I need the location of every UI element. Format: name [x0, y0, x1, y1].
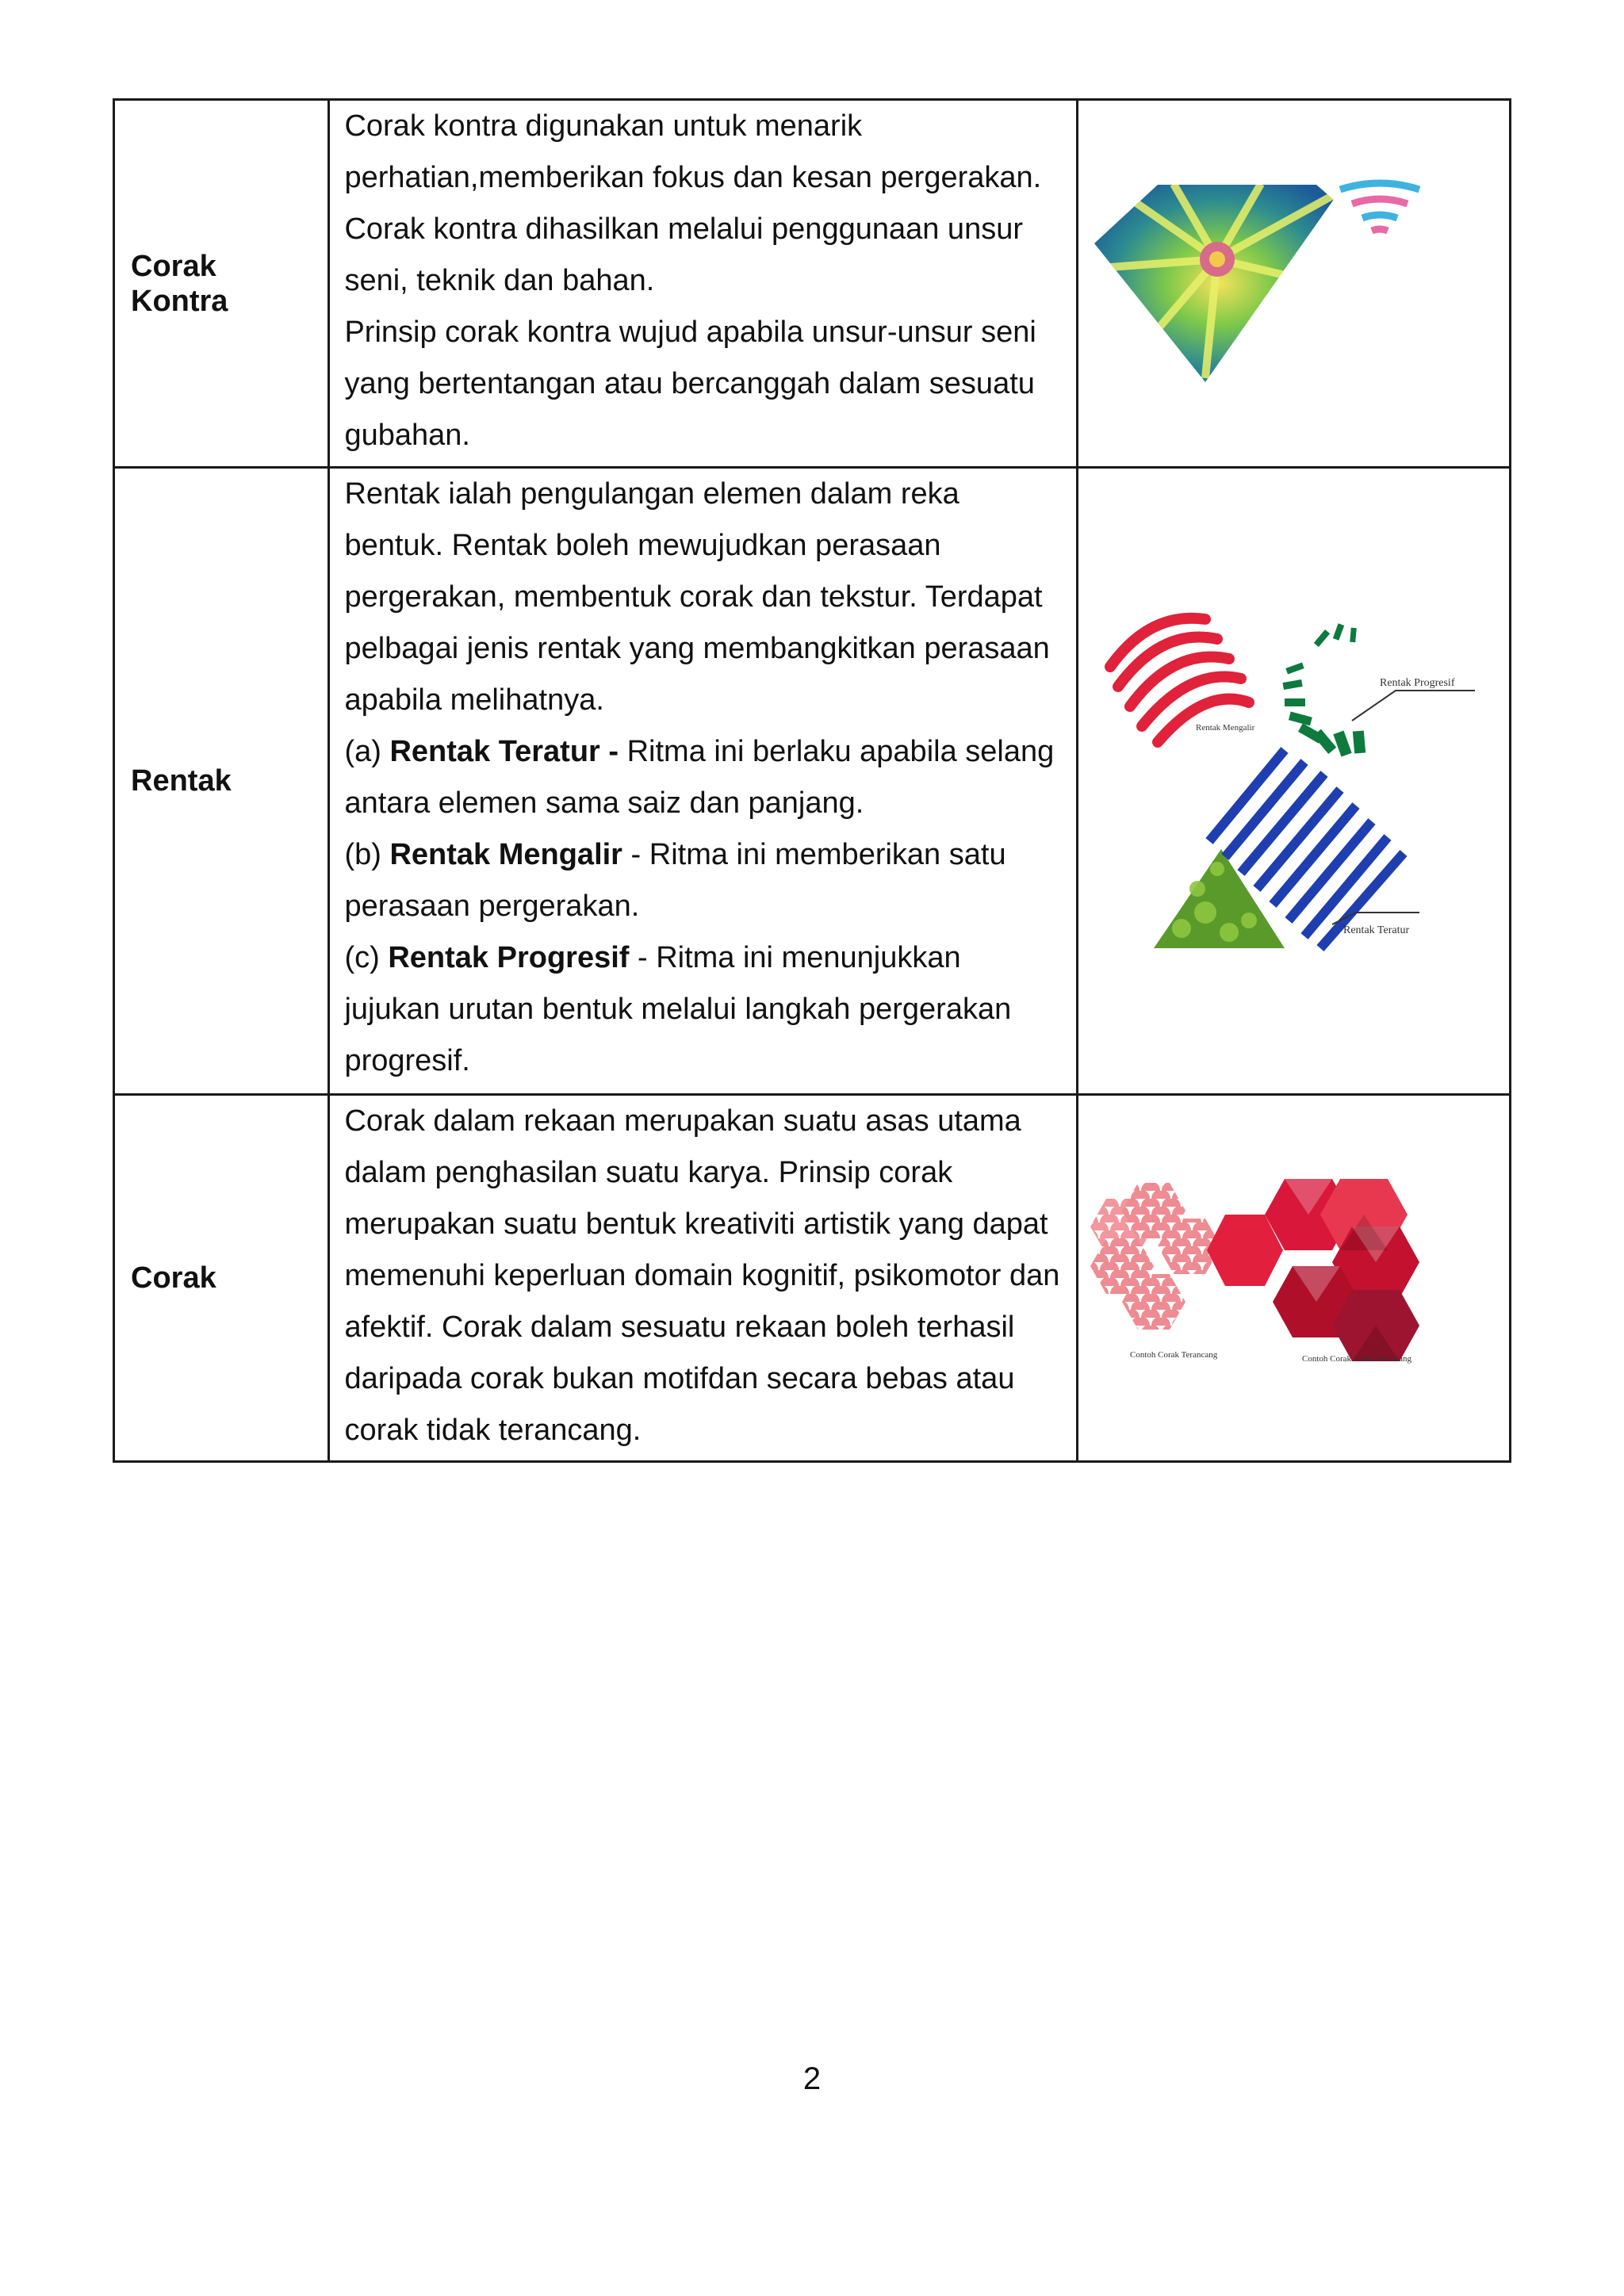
term-cell	[114, 468, 329, 1095]
term-line: Kontra	[131, 284, 228, 318]
label-rentak-mengalir: Rentak Mengalir	[1196, 723, 1255, 733]
table-row-corak	[114, 1095, 1511, 1462]
pattern-illustration	[1078, 1096, 1511, 1456]
description-cell	[329, 1095, 1078, 1462]
description-paragraph: Prinsip corak kontra wujud apabila unsur-unsur seni yang bertentangan atau bercanggah dalam sesuatu gubahan.	[344, 316, 1036, 452]
image-cell	[1078, 468, 1511, 1095]
list-item-rentak-teratur: (a) Rentak Teratur - Ritma ini berlaku apabila selang antara elemen sama saiz dan panjang.	[344, 735, 1055, 820]
term-line: Corak	[131, 249, 216, 283]
list-item-rentak-progresif: (c) Rentak Progresif - Ritma ini menunjukkan jujukan urutan bentuk melalui langkah pergerakan progresif.	[344, 941, 1012, 1077]
description-paragraph: Corak dalam rekaan merupakan suatu asas utama dalam penghasilan suatu karya. Prinsip corak merupakan suatu bentuk kreativiti artistik yang dapat memenuhi keperluan domain kognitif, psikomotor dan afektif. Corak dalam sesuatu rekaan boleh terhasil daripada corak bukan motifdan secara bebas atau corak tidak terancang.	[344, 1104, 1060, 1447]
term-line: Rentak	[131, 764, 232, 798]
planned-pattern-graphic	[1090, 1183, 1221, 1330]
image-cell	[1078, 1095, 1511, 1462]
term-cell	[114, 1095, 329, 1462]
contrast-illustration	[1078, 101, 1511, 462]
label-rentak-teratur: Rentak Teratur	[1343, 924, 1410, 936]
term-cell	[114, 100, 329, 468]
regular-rhythm-graphic	[1154, 750, 1404, 948]
table-row-corak-kontra	[114, 100, 1511, 468]
description-cell	[329, 468, 1078, 1095]
progressive-rhythm-graphic	[1283, 623, 1366, 756]
rhythm-illustration	[1078, 469, 1511, 1089]
table-row-rentak	[114, 468, 1511, 1095]
description-paragraph: Rentak ialah pengulangan elemen dalam reka bentuk. Rentak boleh mewujudkan perasaan pergerakan, membentuk corak dan tekstur. Terdapat pelbagai jenis rentak yang membangkitkan perasaan apabila melihatnya.	[344, 477, 1050, 717]
unplanned-pattern-graphic	[1207, 1179, 1419, 1361]
label-contoh-corak-tidak-terancang: Contoh Corak Tidak Terancang	[1302, 1354, 1412, 1364]
label-rentak-progresif: Rentak Progresif	[1380, 677, 1455, 689]
term-line: Corak	[131, 1261, 216, 1295]
image-cell	[1078, 100, 1511, 468]
principles-table	[113, 98, 1511, 1463]
list-item-rentak-mengalir: (b) Rentak Mengalir - Ritma ini memberikan satu perasaan pergerakan.	[344, 838, 1006, 923]
label-contoh-corak-terancang: Contoh Corak Terancang	[1130, 1350, 1218, 1360]
description-cell	[329, 100, 1078, 468]
description-paragraph: Corak kontra digunakan untuk menarik perhatian,memberikan fokus dan kesan pergerakan. Corak kontra dihasilkan melalui penggunaan unsur seni, teknik dan bahan.	[344, 109, 1042, 297]
page-number: 2	[802, 2061, 822, 2096]
